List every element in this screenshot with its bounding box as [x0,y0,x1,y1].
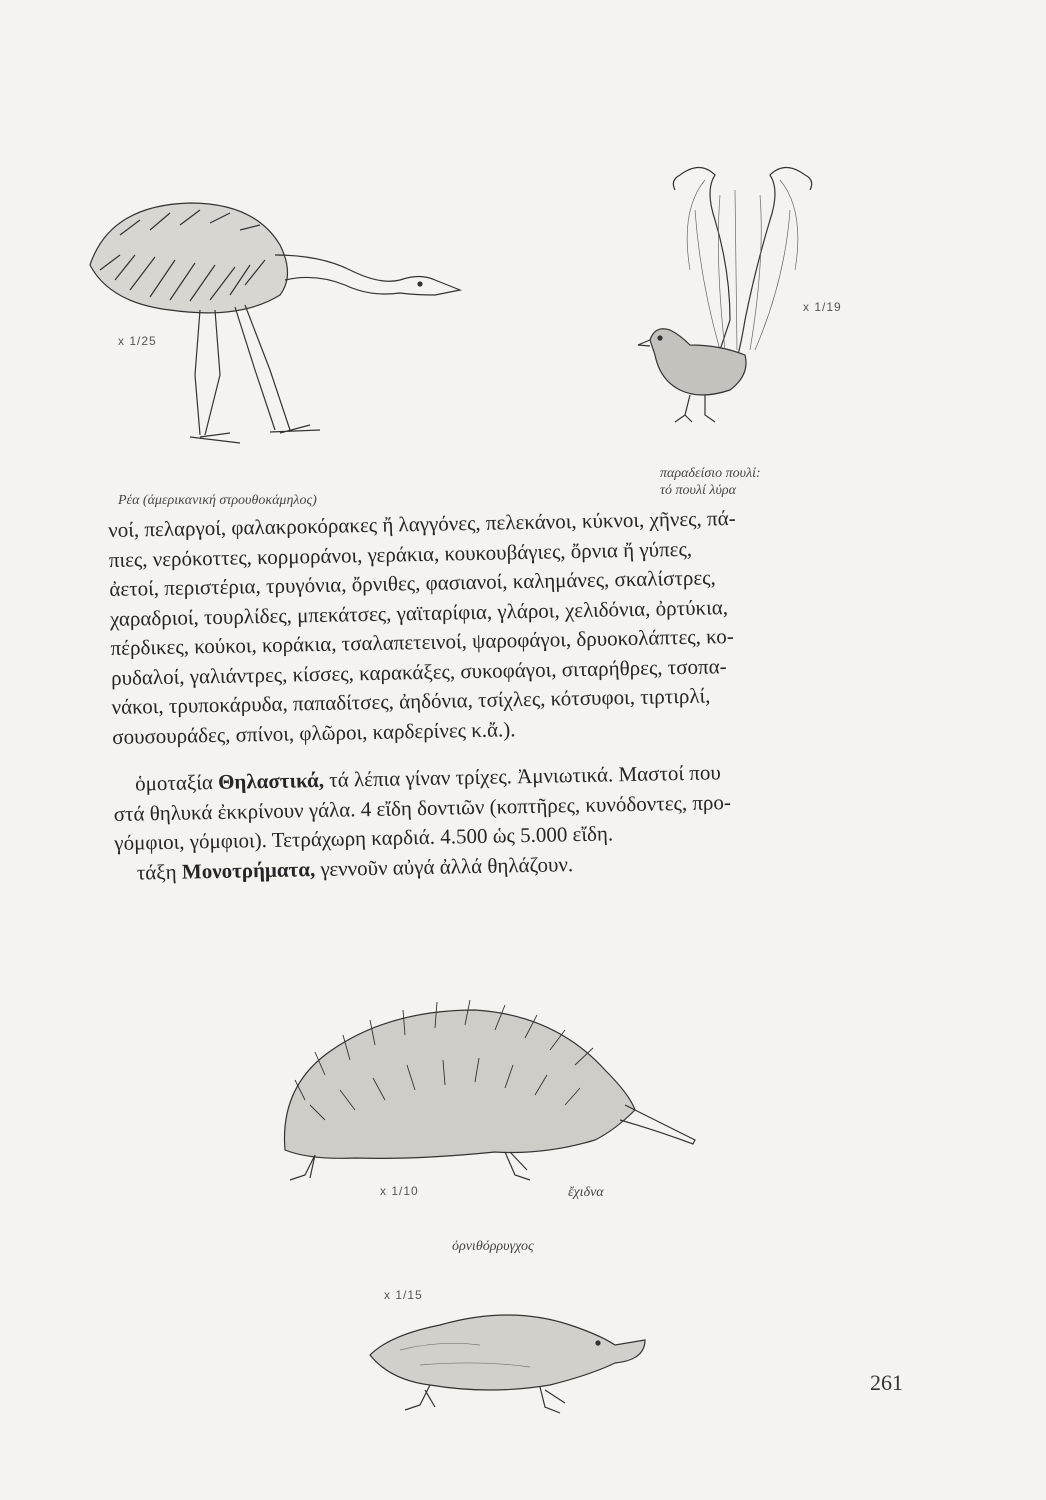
text-line: στά θηλυκά ἐκκρίνουν γάλα. 4 εἴδη δοντιῶν (κοπτῆρες, κυνόδοντες, προ- [113,789,732,826]
platypus-scale: x 1/15 [384,1288,423,1302]
lyrebird-scale: x 1/19 [803,300,842,314]
bird-list-paragraph [108,501,892,752]
rhea-caption: Ρέα (άμερικανική στρουθοκάμηλος) [118,493,317,508]
text-line: νάκοι, τρυποκάρυδα, παπαδίτσες, ἀηδόνια, τσίχλες, κότσυφοι, τιρτιρλί, [111,683,711,719]
platypus-caption: ὀρνιθόρρυγχος [452,1239,534,1254]
text-line: ρυδαλοί, γαλιάντρες, κίσσες, καρακάξες, συκοφάγοι, σιταρήθρες, τσοπα- [110,653,727,690]
mammals-prefix: ὁμοταξία [134,769,219,796]
mammals-rest: τά λέπια γίναν τρίχες. Ἀμνιωτικά. Μαστοί που [323,760,722,792]
rhea-illustration [80,185,470,460]
rhea-scale: x 1/25 [118,334,157,348]
text-line: χαραδριοί, τουρλίδες, μπεκάτσες, γαϊταρίφια, γλάροι, χελιδόνια, ὀρτύκια, [109,594,729,631]
platypus-illustration [360,1295,650,1430]
text-line: νοί, πελαργοί, φαλακροκόρακες ἤ λαγγόνες, πελεκάνοι, κύκνοι, χῆνες, πά- [108,505,736,542]
text-line: γόμφιοι, γόμφιοι). Τετράχωρη καρδιά. 4.500 ὡς 5.000 εἴδη. [114,821,614,855]
monotremes-prefix: τάξη [136,859,183,885]
body-text [108,501,895,888]
text-line: πέρδικες, κούκοι, κοράκια, τσαλαπετεινοί, ψαροφάγοι, δρυοκολάπτες, κο- [110,624,734,660]
lyrebird-illustration [620,150,865,430]
lyrebird-caption-line2: τό πουλί λύρα [660,483,736,498]
text-line: πιες, νερόκοττες, κορμοράνοι, γεράκια, κουκουβάγιες, ὄρνια ἤ γύπες, [108,536,693,572]
monotremes-rest: γεννοῦν αὐγά ἀλλά θηλάζουν. [314,851,574,881]
echidna-caption: ἔχιδνα [568,1185,604,1200]
lyrebird-caption-line1: παραδείσιο πουλί: [660,466,761,481]
text-line: ἀετοί, περιστέρια, τρυγόνια, ὄρνιθες, φασιανοί, καλημάνες, σκαλίστρες, [109,565,716,601]
echidna-scale: x 1/10 [380,1184,419,1198]
mammals-term: Θηλαστικά, [217,767,325,794]
text-line: σουσουράδες, σπίνοι, φλῶροι, καρδερίνες κ.ἄ.). [112,716,516,749]
echidna-illustration [265,980,705,1195]
mammals-paragraph [113,755,895,858]
monotremes-term: Μονοτρήματα, [181,856,316,884]
page-number: 261 [870,1370,903,1395]
